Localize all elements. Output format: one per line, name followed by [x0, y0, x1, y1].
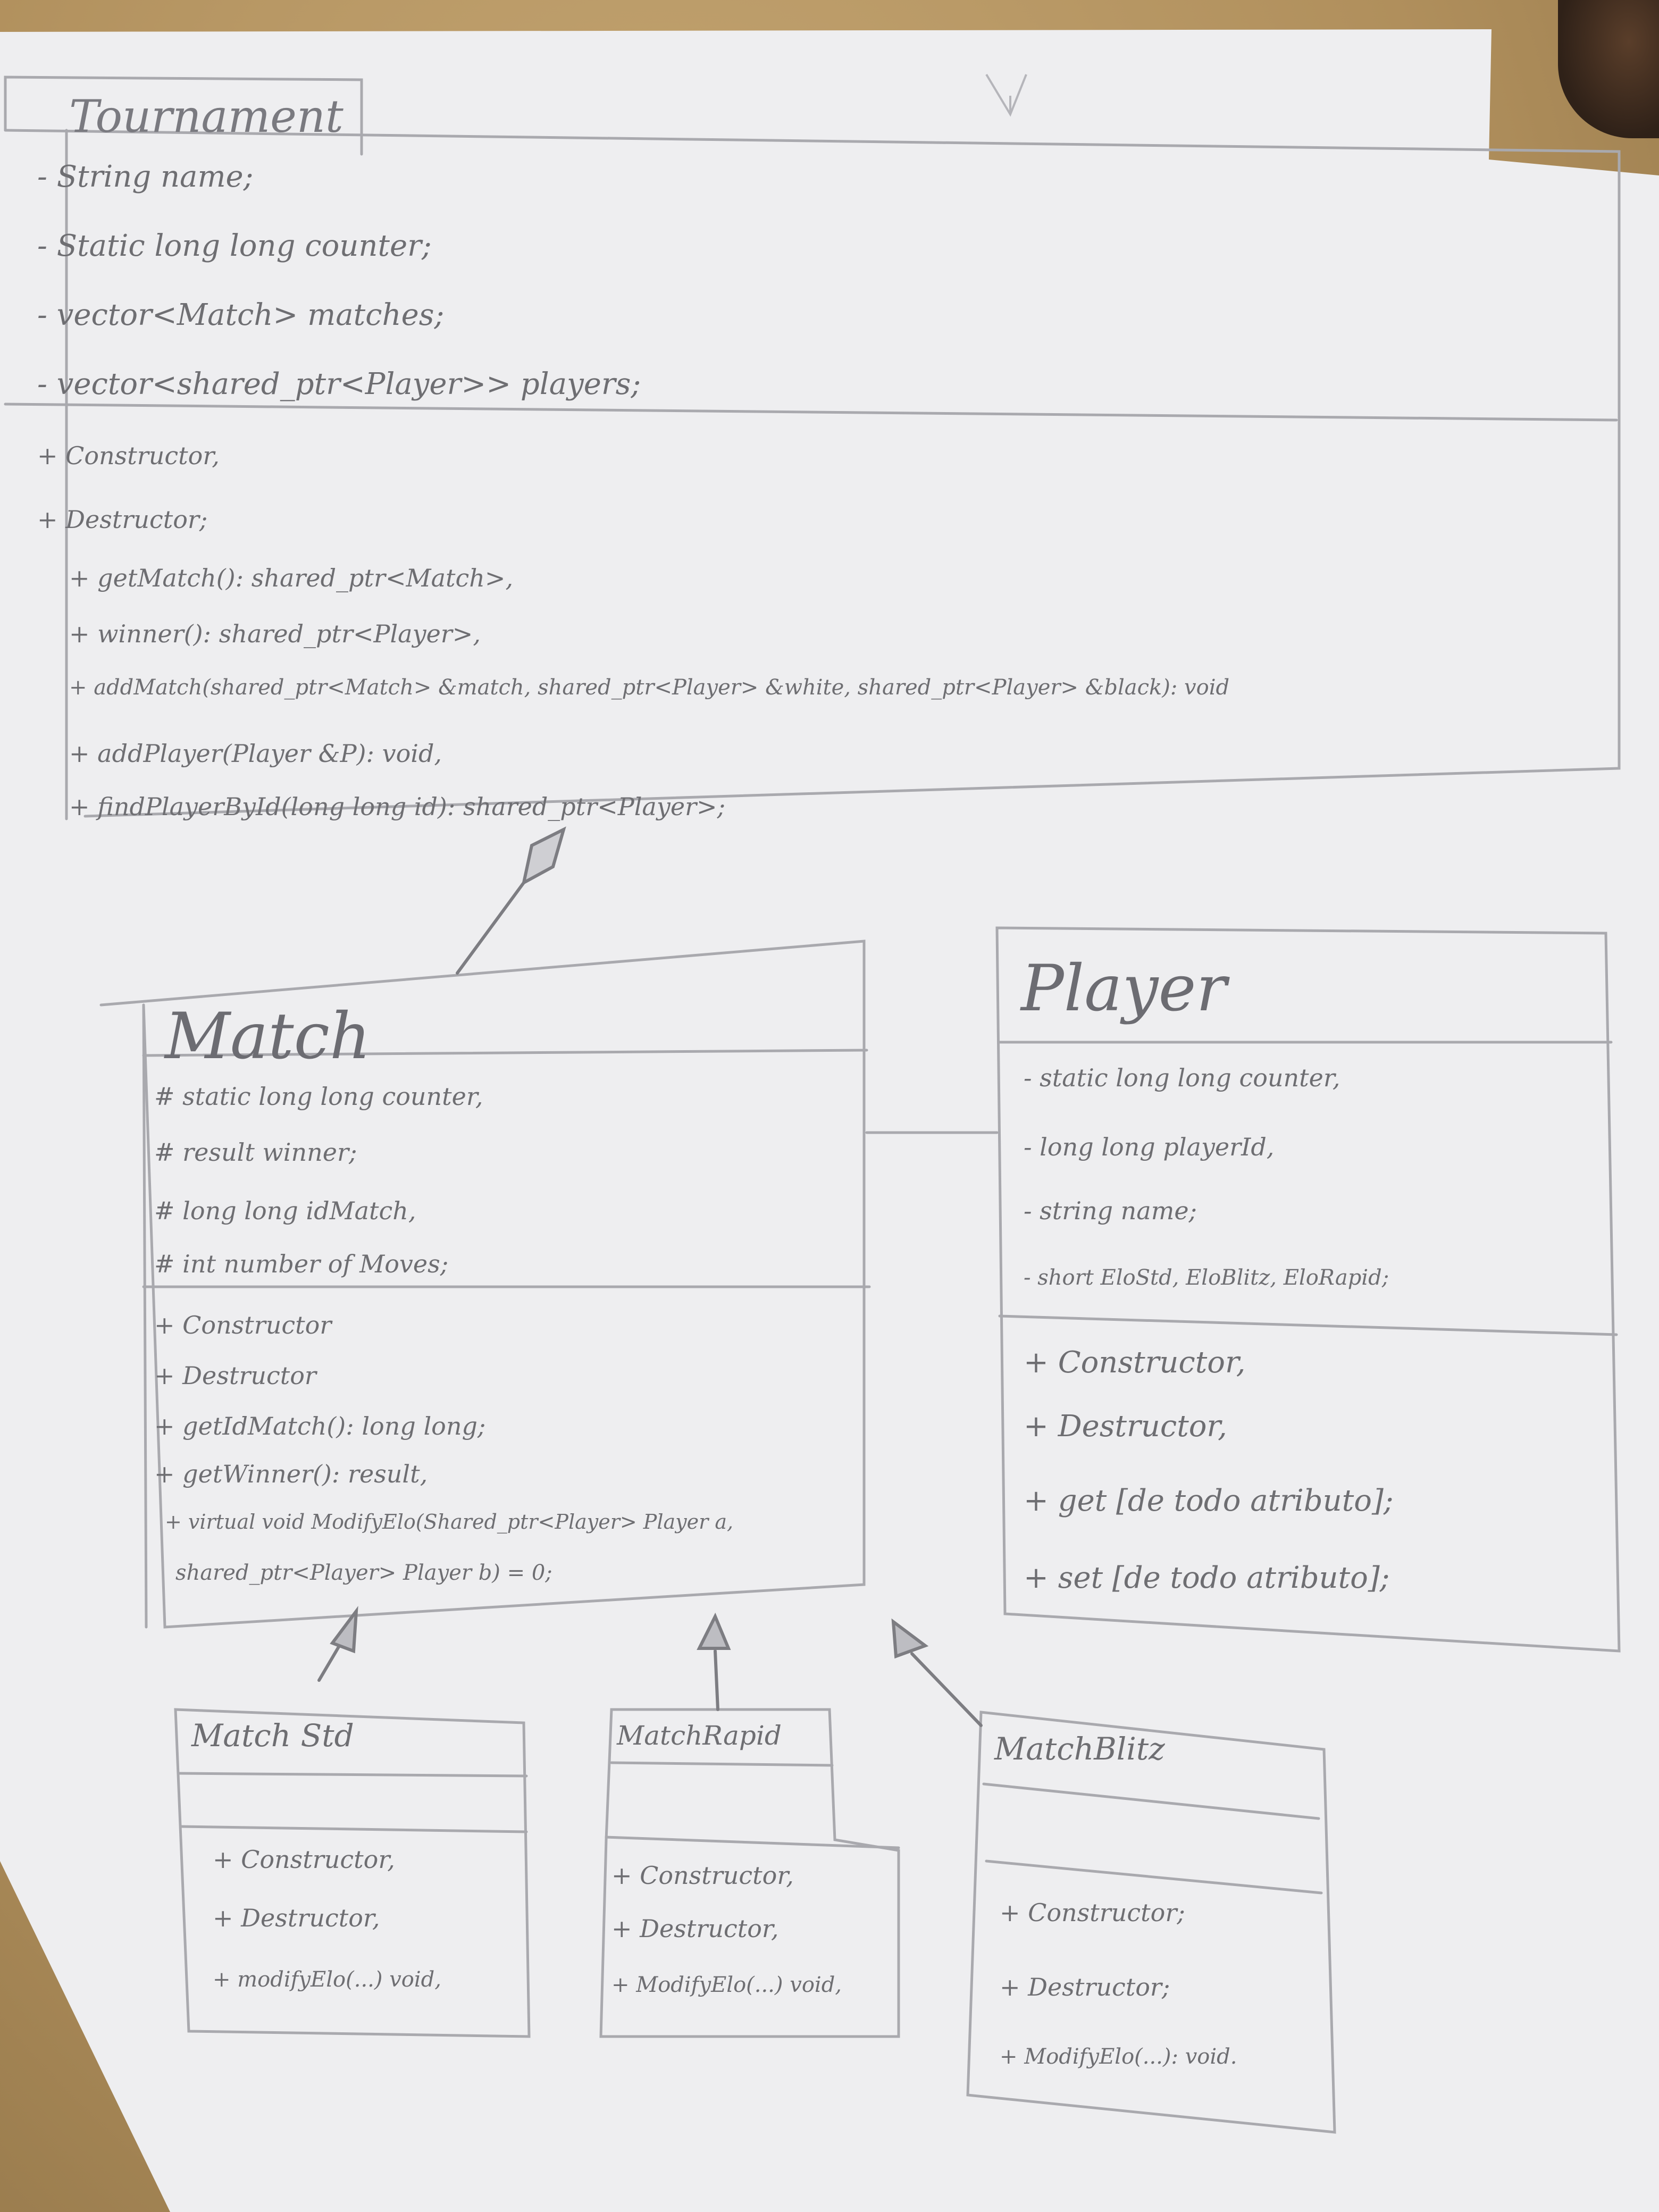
tournament-method-7: + findPlayerById(long long id): shared_ptr<Player>;: [69, 792, 726, 821]
player-method-1: + Constructor,: [1024, 1345, 1246, 1380]
tournament-attr-3: - vector<Match> matches;: [37, 298, 445, 332]
player-method-2: + Destructor,: [1024, 1409, 1227, 1444]
tournament-method-1: + Constructor,: [37, 441, 220, 470]
matchrapid-method-1: + Constructor,: [611, 1861, 794, 1890]
tournament-method-5: + addMatch(shared_ptr<Match> &match, shared_ptr<Player> &white, shared_ptr<Player> &black): void: [69, 675, 1230, 700]
match-attr-1: # static long long counter,: [154, 1082, 483, 1111]
matchstd-method-2: + Destructor,: [213, 1904, 380, 1932]
player-method-3: + get [de todo atributo];: [1024, 1484, 1394, 1518]
player-method-4: + set [de todo atributo];: [1024, 1561, 1390, 1595]
match-method-1: + Constructor: [154, 1311, 332, 1339]
player-attr-2: - long long playerId,: [1024, 1133, 1275, 1161]
player-title: Player: [1021, 952, 1227, 1026]
matchrapid-title: MatchRapid: [617, 1720, 782, 1751]
match-method-5: + virtual void ModifyElo(Shared_ptr<Player> Player a,: [165, 1510, 734, 1534]
matchblitz-method-3: + ModifyElo(...): void.: [1000, 2045, 1237, 2069]
tournament-method-3: + getMatch(): shared_ptr<Match>,: [69, 564, 514, 592]
match-title: Match: [165, 1000, 371, 1074]
match-attr-2: # result winner;: [154, 1138, 357, 1167]
tournament-attr-1: - String name;: [37, 160, 254, 194]
matchblitz-title: MatchBlitz: [994, 1731, 1165, 1767]
matchblitz-method-2: + Destructor;: [1000, 1973, 1170, 2001]
match-attr-3: # long long idMatch,: [154, 1196, 416, 1225]
matchrapid-method-2: + Destructor,: [611, 1914, 779, 1943]
tournament-method-4: + winner(): shared_ptr<Player>,: [69, 619, 481, 648]
tournament-method-6: + addPlayer(Player &P): void,: [69, 739, 442, 768]
tournament-attr-2: - Static long long counter;: [37, 229, 432, 263]
matchstd-method-1: + Constructor,: [213, 1845, 395, 1874]
match-method-6: shared_ptr<Player> Player b) = 0;: [175, 1561, 552, 1585]
paper-outline: [0, 29, 1659, 2212]
tournament-attr-4: - vector<shared_ptr<Player>> players;: [37, 367, 641, 401]
matchrapid-method-3: + ModifyElo(...) void,: [611, 1973, 842, 1997]
match-attr-4: # int number of Moves;: [154, 1250, 449, 1278]
player-attr-1: - static long long counter,: [1024, 1063, 1340, 1092]
match-method-3: + getIdMatch(): long long;: [154, 1412, 486, 1440]
match-method-2: + Destructor: [154, 1361, 316, 1390]
player-attr-4: - short EloStd, EloBlitz, EloRapid;: [1024, 1266, 1389, 1290]
matchstd-title: Match Std: [191, 1717, 354, 1754]
matchblitz-method-1: + Constructor;: [1000, 1898, 1185, 1927]
tournament-title: Tournament: [69, 90, 343, 143]
player-attr-3: - string name;: [1024, 1196, 1197, 1225]
match-method-4: + getWinner(): result,: [154, 1460, 428, 1488]
tournament-method-2: + Destructor;: [37, 505, 208, 534]
matchstd-method-3: + modifyElo(...) void,: [213, 1967, 441, 1992]
